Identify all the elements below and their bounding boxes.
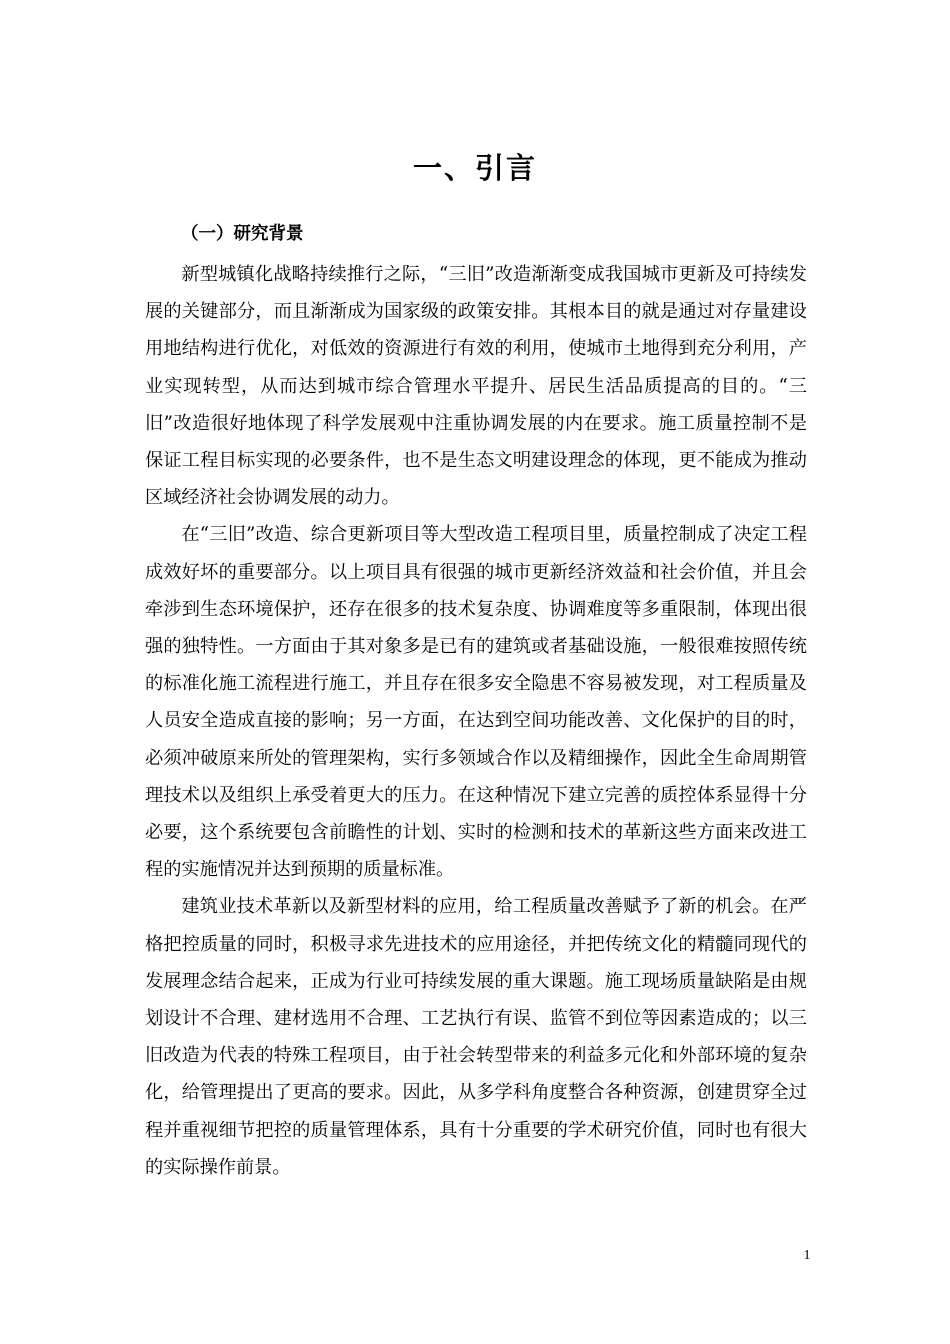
paragraph-2: 在“三旧”改造、综合更新项目等大型改造工程项目里，质量控制成了决定工程成效好坏的重要部分。以上项目具有很强的城市更新经济效益和社会价值，并且会牵涉到生态环境保护，还存在很多的技术复杂度、协调难度等多重限制，体现出很强的独特性。一方面由于其对象多是已有的建筑或者基础设施，一般很难按照传统的标准化施工流程进行施工，并且存在很多安全隐患不容易被发现，对工程质量及人员安全造成直接的影响；另一方面，在达到空间功能改善、文化保护的目的时，必须冲破原来所处的管理架构，实行多领域合作以及精细操作，因此全生命周期管理技术以及组织上承受着更大的压力。在这种情况下建立完善的质控体系显得十分必要，这个系统要包含前瞻性的计划、实时的检测和技术的革新这些方面来改进工程的实施情况并达到预期的质量标准。 xyxy=(145,524,807,881)
page-number: 1 xyxy=(803,1248,811,1263)
paragraph-3: 建筑业技术革新以及新型材料的应用，给工程质量改善赋予了新的机会。在严格把控质量的同时，积极寻求先进技术的应用途径，并把传统文化的精髓同现代的发展理念结合起来，正成为行业可持续发展的重大课题。施工现场质量缺陷是由规划设计不合理、建材选用不合理、工艺执行有误、监管不到位等因素造成的；以三旧改造为代表的特殊工程项目，由于社会转型带来的利益多元化和外部环境的复杂化，给管理提出了更高的要求。因此，从多学科角度整合各种资源，创建贯穿全过程并重视细节把控的质量管理体系，具有十分重要的学术研究价值，同时也有很大的实际操作前景。 xyxy=(145,896,807,1178)
chapter-title: 一、引言 xyxy=(412,151,537,185)
body-text xyxy=(145,256,807,1186)
paragraph-1: 新型城镇化战略持续推行之际，“三旧”改造渐渐变成我国城市更新及可持续发展的关键部分，而且渐渐成为国家级的政策安排。其根本目的就是通过对存量建设用地结构进行优化，对低效的资源进行有效的利用，使城市土地得到充分利用，产业实现转型，从而达到城市综合管理水平提升、居民生活品质提高的目的。“三旧”改造很好地体现了科学发展观中注重协调发展的内在要求。施工质量控制不是保证工程目标实现的必要条件，也不是生态文明建设理念的体现，更不能成为推动区域经济社会协调发展的动力。 xyxy=(145,264,807,509)
section-heading: （一）研究背景 xyxy=(181,224,304,244)
